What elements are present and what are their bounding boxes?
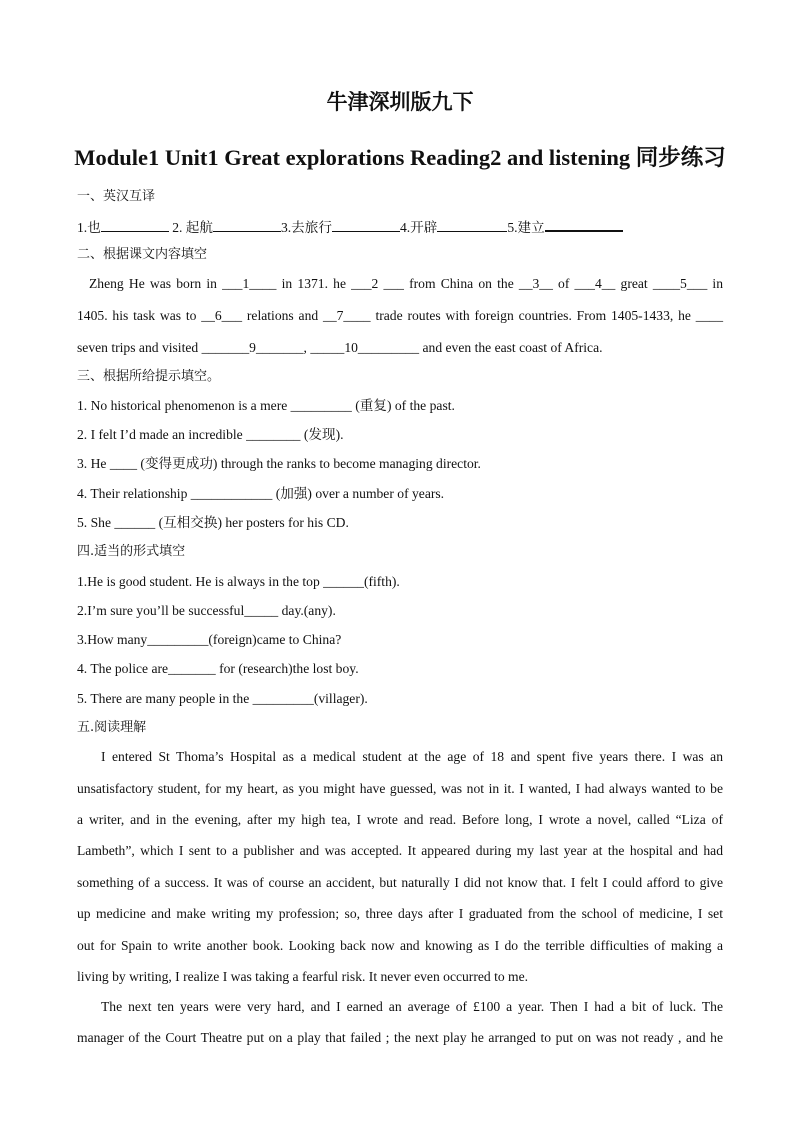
blank-line[interactable] [332, 218, 400, 232]
question-item: 1.He is good student. He is always in the top ______(fifth). [77, 574, 400, 589]
reading-line: out for Spain to write another book. Looking back now and knowing as I do the terrible difficulties of making a [77, 938, 723, 953]
text-line: Zheng He was born in ___1____ in 1371. he ___2 ___ from China on the __3__ of ___4__ great ____5___ in [89, 276, 723, 291]
worksheet-title: 牛津深圳版九下 [326, 90, 474, 114]
section1-heading: 一、英汉互译 [77, 189, 156, 204]
section5-heading: 五.阅读理解 [77, 720, 147, 735]
text-line: seven trips and visited _______9_______, _____10_________ and even the east coast of Africa. [77, 340, 603, 355]
reading-line: up medicine and make writing my profession; so, three days after I graduated from the school of medicine, I set [77, 906, 723, 921]
blank-line[interactable] [213, 218, 281, 232]
section2-heading: 二、根据课文内容填空 [77, 247, 208, 262]
blank-line[interactable] [437, 218, 507, 232]
reading-line: Lambeth”, which I sent to a publisher and was accepted. It appeared during my last year at the hospital and had [77, 843, 723, 858]
question-item: 2. I felt I’d made an incredible ________ (发现). [77, 427, 344, 442]
blank-line[interactable] [545, 217, 623, 232]
question-item: 5. There are many people in the _________(villager). [77, 691, 368, 706]
vocab-item-1: 1.也 [77, 220, 101, 235]
question-item: 2.I’m sure you’ll be successful_____ day.(any). [77, 603, 336, 618]
reading-line: I entered St Thoma’s Hospital as a medical student at the age of 18 and spent five years there. I was an [101, 749, 723, 764]
question-item: 3.How many_________(foreign)came to China? [77, 632, 342, 647]
vocab-item-4: 4.开辟 [399, 220, 438, 235]
question-item: 3. He ____ (变得更成功) through the ranks to become managing director. [77, 456, 481, 471]
section4-heading: 四.适当的形式填空 [77, 544, 186, 559]
reading-line: a writer, and in the evening, after my high tea, I wrote and read. Before long, I wrote a novel, called “Liza of [77, 812, 723, 827]
question-item: 5. She ______ (互相交换) her posters for his CD. [77, 515, 349, 530]
vocab-item-2: 2. 起航 [172, 220, 213, 235]
question-item: 4. The police are_______ for (research)the lost boy. [77, 661, 359, 676]
blank-line[interactable] [101, 218, 169, 232]
worksheet-subtitle: Module1 Unit1 Great explorations Reading2 and listening 同步练习 [74, 145, 726, 170]
reading-line: unsatisfactory student, for my heart, as you might have guessed, was not in it. I wanted, I had always wanted to be [77, 781, 723, 796]
reading-line: The next ten years were very hard, and I earned an average of £100 a year. Then I had a bit of luck. The [101, 999, 723, 1014]
question-item: 1. No historical phenomenon is a mere _________ (重复) of the past. [77, 398, 455, 413]
section1-items [77, 217, 723, 237]
reading-line: something of a success. It was of course an accident, but naturally I did not know that. I felt I could afford to give [77, 875, 723, 890]
text-line: 1405. his task was to __6___ relations and __7____ trade routes with foreign countries. From 1405-1433, he ____ [77, 308, 723, 323]
reading-line: manager of the Court Theatre put on a play that failed ; the next play he arranged to put on was not ready , and he [77, 1030, 723, 1045]
question-item: 4. Their relationship ____________ (加强) over a number of years. [77, 486, 445, 501]
reading-line: living by writing, I realize I was taking a fearful risk. It never even occurred to me. [77, 969, 529, 984]
vocab-item-3: 3.去旅行 [280, 220, 332, 235]
section3-heading: 三、根据所给提示填空。 [77, 369, 221, 384]
vocab-item-5: 5.建立 [507, 220, 545, 235]
